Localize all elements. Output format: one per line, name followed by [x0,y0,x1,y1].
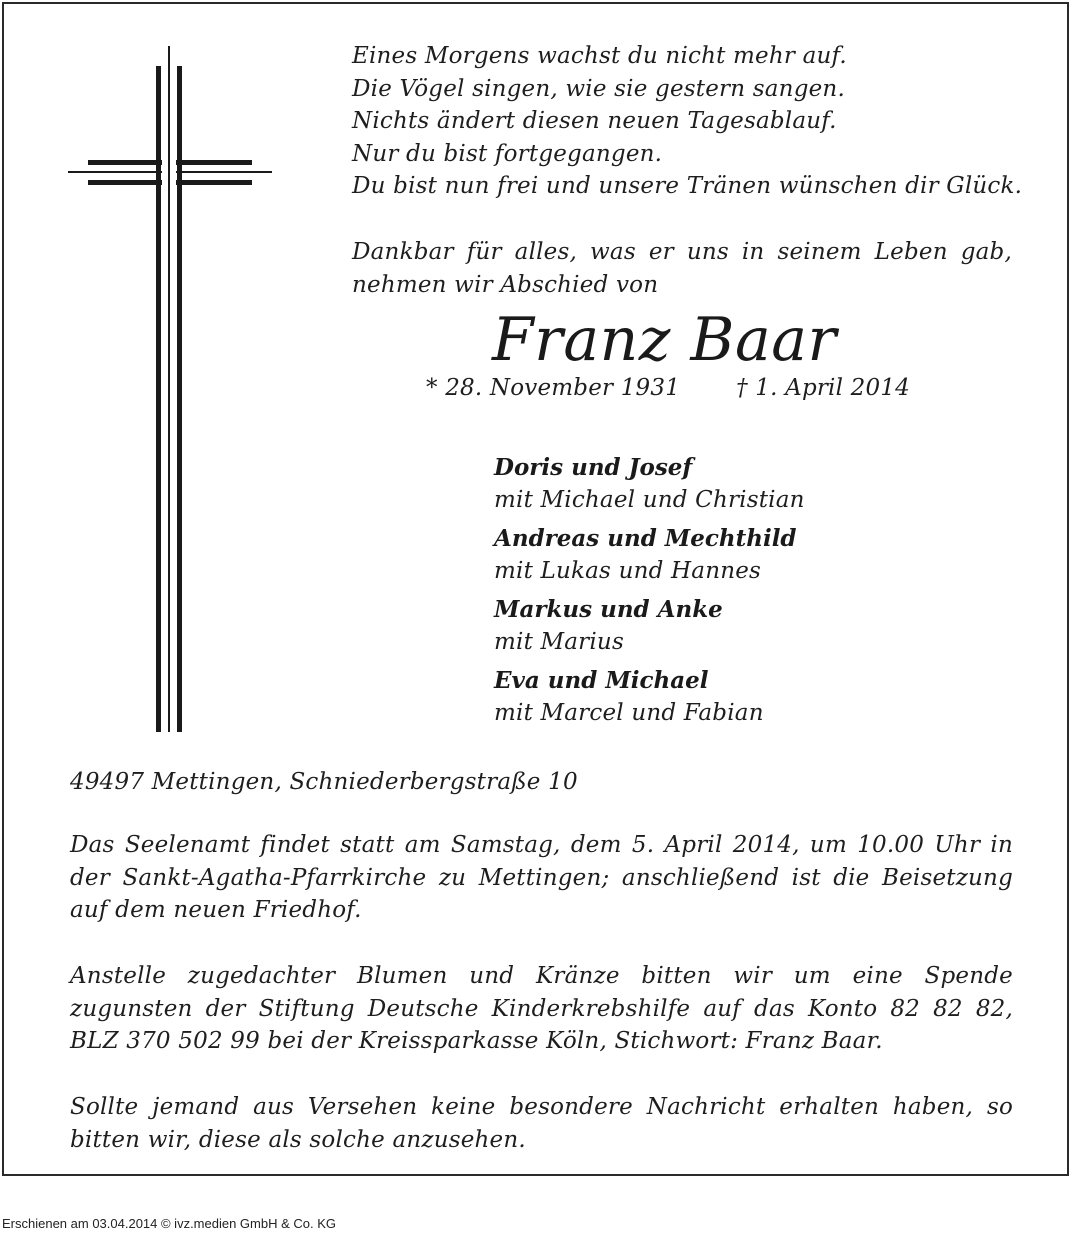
family-names: Doris und Josef [494,454,693,481]
family-entry [494,452,805,516]
family-entry [494,523,805,587]
deceased-name: Franz Baar [492,305,837,375]
word: Leben [874,239,948,265]
word: gab, [960,239,1012,265]
life-dates [426,372,910,405]
family-entry [494,594,805,658]
gratitude-text [352,236,1012,301]
word: was [590,239,636,265]
word: Dankbar [352,239,454,265]
poem-line: Nur du bist fortgegangen. [352,140,663,167]
poem-line: Eines Morgens wachst du nicht mehr auf. [352,43,847,69]
poem-line: Die Vögel singen, wie sie gestern sangen. [352,75,845,102]
family-children: mit Marius [494,629,624,655]
family-names: Eva und Michael [494,667,709,694]
family-children: mit Marcel und Fabian [494,700,764,726]
poem-line: Du bist nun frei und unsere Tränen wünschen dir Glück. [352,173,1023,199]
gratitude-line-2: nehmen wir Abschied von [352,271,659,298]
publication-footer: Erschienen am 03.04.2014 © ivz.medien GmbH & Co. KG [2,1216,337,1231]
family-list [494,452,805,736]
family-children: mit Lukas und Hannes [494,558,762,584]
word: in [741,239,765,265]
family-entry [494,665,805,729]
notice-paragraph: Sollte jemand aus Versehen keine besondere Nachricht erhalten haben, so bitten wir, diese als solche anzusehen. [70,1094,1013,1153]
funeral-paragraph: Das Seelenamt findet statt am Samstag, dem 5. April 2014, um 10.00 Uhr in der Sankt-Agatha-Pfarrkirche zu Mettingen; anschließend ist die Beisetzung auf dem neuen Friedhof. [70,832,1013,923]
word: er [648,239,674,265]
address: 49497 Mettingen, Schniederbergstraße 10 [70,769,578,795]
family-names: Markus und Anke [494,596,723,623]
cross-icon [68,46,272,732]
word: uns [686,239,729,265]
obituary-frame [2,2,1069,1176]
death-date: † 1. April 2014 [736,375,911,401]
word: für [466,239,502,265]
word: alles, [514,239,578,265]
family-names: Andreas und Mechthild [494,525,797,552]
poem-line: Nichts ändert diesen neuen Tagesablauf. [352,108,837,134]
poem [352,40,1023,203]
donation-paragraph: Anstelle zugedachter Blumen und Kränze bitten wir um eine Spende zugunsten der Stiftung Deutsche Kinderkrebshilfe auf das Konto 82 82 82, BLZ 370 502 99 bei der Kreissparkasse Köln, Stichwort: Franz Baar. [70,963,1013,1054]
birth-date: * 28. November 1931 [426,375,681,401]
gratitude-line-1 [352,236,1012,269]
family-children: mit Michael und Christian [494,487,805,513]
word: seinem [777,239,862,265]
